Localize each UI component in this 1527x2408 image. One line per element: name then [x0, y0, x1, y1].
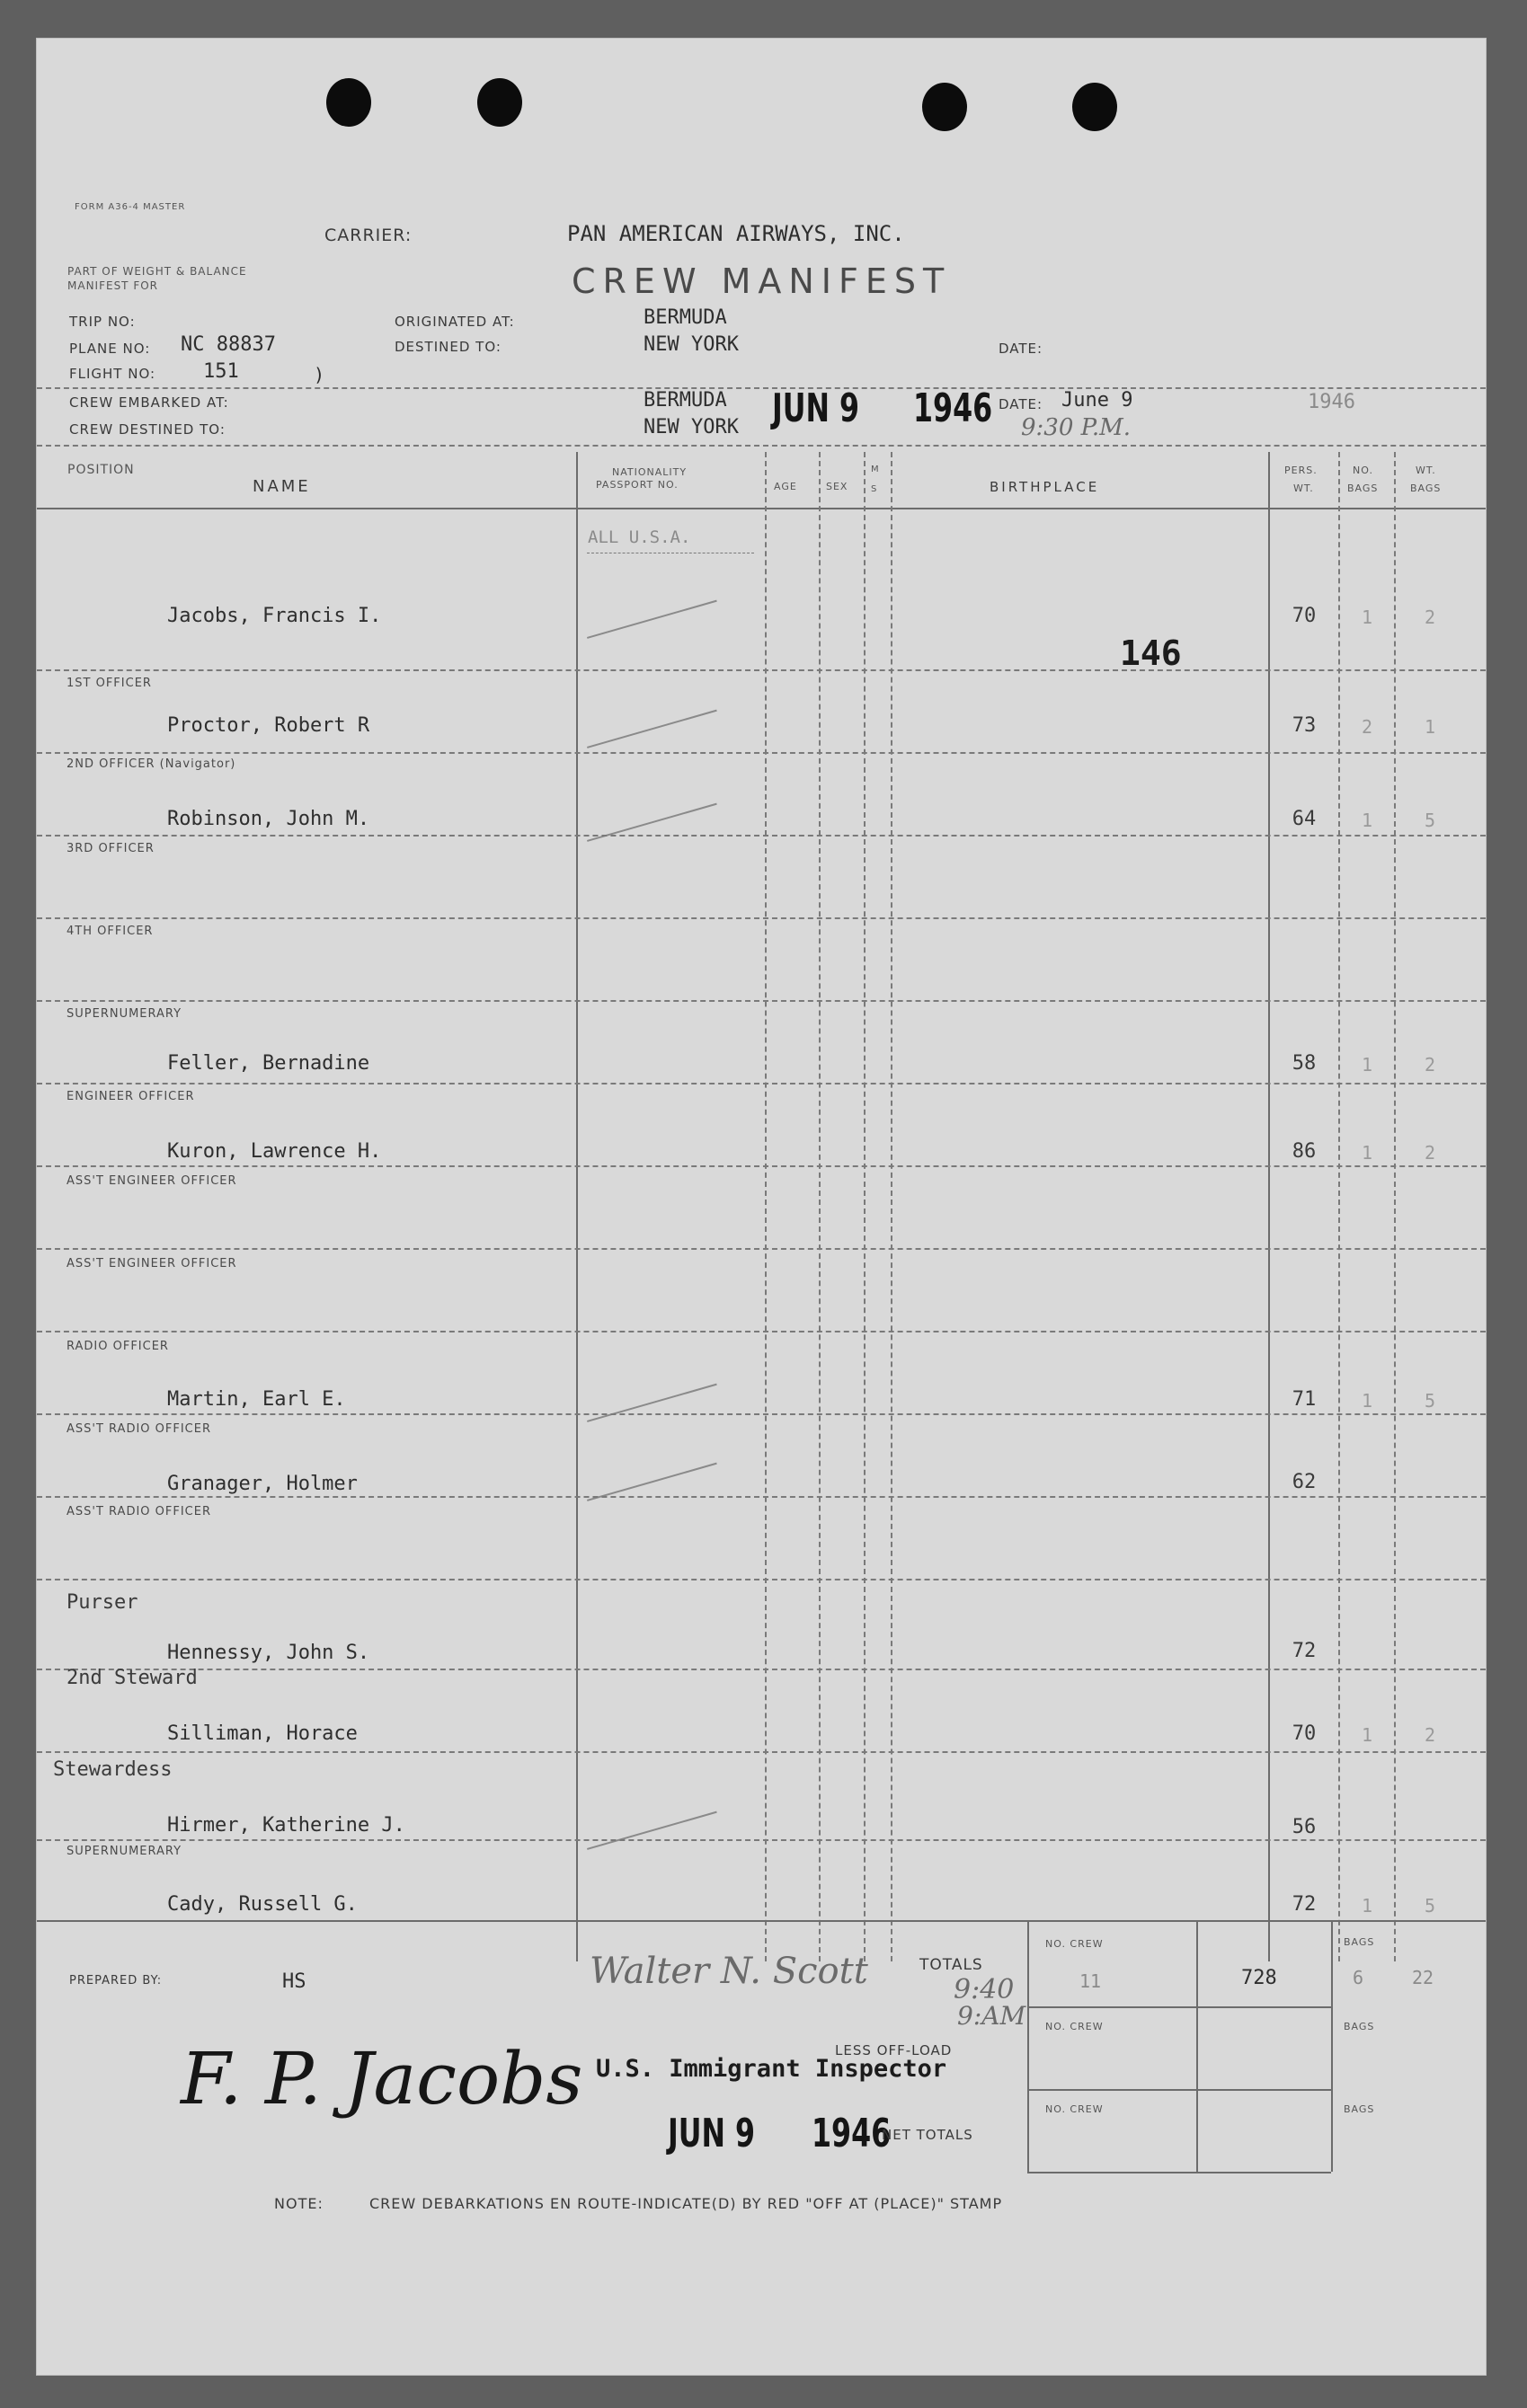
crew-bags: 1 [1361, 810, 1373, 831]
crew-weight: 72 [1292, 1893, 1317, 1916]
row-rule [37, 1496, 1486, 1498]
row-rule [37, 1248, 1486, 1250]
column-line [576, 452, 578, 1961]
crew-bag-weight: 1 [1424, 716, 1436, 738]
col-birthplace: BIRTHPLACE [990, 479, 1100, 495]
totals-box-line [1027, 1920, 1029, 2172]
crew-bags: 1 [1361, 1895, 1373, 1917]
originated-label: ORIGINATED AT: [395, 314, 515, 330]
crew-weight: 86 [1292, 1140, 1317, 1163]
column-line [891, 452, 892, 1961]
crew-bag-weight: 2 [1424, 1724, 1436, 1746]
rule [37, 387, 1486, 389]
row-position: Purser [67, 1591, 138, 1614]
manifest-sheet [36, 38, 1487, 2376]
date-stamp-year: 1946 [913, 385, 993, 431]
column-line [765, 452, 767, 1961]
col-wt-bags: BAGS [1410, 482, 1442, 494]
form-code: FORM A36-4 MASTER [75, 202, 186, 212]
row-rule [37, 1331, 1486, 1332]
col-ms: S [871, 484, 878, 494]
inspector-text: U.S. Immigrant Inspector [596, 2055, 947, 2083]
totals-box-line [1331, 1920, 1333, 2172]
crew-name: Silliman, Horace [167, 1722, 358, 1745]
col-nationality: NATIONALITY [612, 466, 688, 478]
row-position: ASS'T RADIO OFFICER [67, 1422, 211, 1436]
punch-hole [477, 78, 522, 127]
crew-bags: 1 [1361, 1390, 1373, 1412]
no-crew-value: 11 [1079, 1970, 1102, 1992]
crew-bag-weight: 5 [1424, 1895, 1436, 1917]
signature-jacobs: F. P. Jacobs [181, 2037, 583, 2120]
net-totals: NET TOTALS [882, 2127, 973, 2143]
check-mark [587, 710, 717, 748]
date2-year: 1946 [1308, 391, 1355, 413]
check-mark [587, 1384, 717, 1422]
crew-destined-value: NEW YORK [644, 416, 739, 438]
crew-name: Kuron, Lawrence H. [167, 1140, 382, 1163]
flight-bracket: ) [314, 364, 325, 385]
crew-weight: 56 [1292, 1816, 1317, 1838]
prepared-value: HS [282, 1970, 306, 1993]
crew-bag-weight: 5 [1424, 810, 1436, 831]
row-rule [37, 752, 1486, 754]
col-pers-wt: PERS. [1284, 465, 1318, 476]
totals-box-rule [1027, 2089, 1331, 2091]
note-text: CREW DEBARKATIONS EN ROUTE-INDICATE(D) BY RED "OFF AT (PLACE)" STAMP [369, 2195, 1003, 2212]
date2-value: June 9 [1061, 389, 1133, 412]
row-position: SUPERNUMERARY [67, 1845, 182, 1858]
totals-box-rule [1027, 2172, 1331, 2173]
no-crew-label: NO. CREW [1045, 2021, 1104, 2032]
crew-weight: 62 [1292, 1471, 1317, 1493]
crew-bag-weight: 2 [1424, 1142, 1436, 1164]
inspector-date-stamp-year: 1946 [812, 2111, 892, 2156]
flight-number-stamp: 146 [1120, 633, 1182, 673]
totals-box-rule [1027, 2006, 1331, 2008]
date-stamp: JUN 9 [772, 385, 860, 431]
departure-time: 9:30 P.M. [1021, 414, 1132, 441]
embarked-value: BERMUDA [644, 389, 727, 412]
carrier-label: CARRIER: [324, 226, 413, 245]
crew-name: Hennessy, John S. [167, 1642, 370, 1664]
destined-value: NEW YORK [644, 333, 739, 356]
column-line [819, 452, 821, 1961]
row-rule [37, 1669, 1486, 1670]
plane-value: NC 88837 [181, 333, 276, 356]
totals-box-line [1196, 1920, 1198, 2172]
punch-hole [326, 78, 371, 127]
date2-label: DATE: [999, 396, 1043, 412]
document-title: CREW MANIFEST [572, 261, 952, 301]
nationality-all: ALL U.S.A. [588, 527, 691, 547]
crew-weight: 64 [1292, 808, 1317, 830]
row-position: 1ST OFFICER [67, 677, 152, 690]
crew-weight: 73 [1292, 714, 1317, 737]
crew-name: Hirmer, Katherine J. [167, 1814, 405, 1837]
row-rule [37, 1751, 1486, 1753]
row-position: Stewardess [53, 1758, 173, 1781]
col-age: AGE [774, 481, 797, 492]
check-mark [587, 600, 717, 639]
col-sex: SEX [826, 481, 848, 492]
crew-bag-weight: 2 [1424, 606, 1436, 628]
crew-name: Martin, Earl E. [167, 1388, 346, 1411]
originated-value: BERMUDA [644, 306, 727, 329]
flight-value: 151 [203, 360, 239, 383]
row-rule [37, 669, 1486, 671]
bags-label: BAGS [1344, 2103, 1375, 2115]
row-position: ASS'T ENGINEER OFFICER [67, 1174, 237, 1188]
crew-weight: 70 [1292, 605, 1317, 627]
note-label: NOTE: [274, 2195, 324, 2212]
trip-label: TRIP NO: [69, 314, 136, 330]
row-position: RADIO OFFICER [67, 1340, 169, 1353]
col-name: NAME [253, 477, 311, 496]
row-rule [37, 835, 1486, 837]
rule [37, 445, 1486, 447]
crew-name: Granager, Holmer [167, 1473, 358, 1495]
crew-name: Proctor, Robert R [167, 714, 370, 737]
col-no-bags: BAGS [1347, 482, 1379, 494]
row-rule [37, 917, 1486, 919]
plane-label: PLANE NO: [69, 341, 151, 357]
punch-hole [1072, 83, 1117, 131]
hand-totals: 9:40 [954, 1974, 1015, 2005]
total-bag-wt: 22 [1412, 1967, 1434, 1988]
row-position: 2ND OFFICER (Navigator) [67, 757, 236, 771]
col-position: POSITION [67, 463, 135, 477]
row-position: ENGINEER OFFICER [67, 1090, 195, 1103]
row-rule [37, 1165, 1486, 1167]
row-position: ASS'T RADIO OFFICER [67, 1505, 211, 1518]
flight-label: FLIGHT NO: [69, 366, 156, 382]
total-bags: 6 [1353, 1967, 1364, 1988]
crew-bag-weight: 5 [1424, 1390, 1436, 1412]
manifest-for-label: MANIFEST FOR [67, 279, 159, 292]
total-weight: 728 [1241, 1967, 1277, 1989]
row-position: SUPERNUMERARY [67, 1007, 182, 1021]
col-no-bags: NO. [1353, 465, 1373, 476]
row-position: 4TH OFFICER [67, 925, 154, 938]
crew-weight: 58 [1292, 1052, 1317, 1075]
col-ms: M [871, 465, 880, 474]
carrier-value: PAN AMERICAN AIRWAYS, INC. [567, 221, 905, 246]
col-pers-wt: WT. [1293, 482, 1314, 494]
crew-name: Cady, Russell G. [167, 1893, 358, 1916]
row-position: 2nd Steward [67, 1667, 198, 1689]
part-of-label: PART OF WEIGHT & BALANCE [67, 265, 247, 278]
prepared-label: PREPARED BY: [69, 1974, 163, 1987]
no-crew-label: NO. CREW [1045, 2103, 1104, 2115]
crew-name: Robinson, John M. [167, 808, 370, 830]
hand-totals-2: 9:AM [957, 2001, 1026, 2031]
row-rule [37, 1839, 1486, 1841]
crew-name: Feller, Bernadine [167, 1052, 370, 1075]
crew-bags: 1 [1361, 606, 1373, 628]
column-line [1394, 452, 1396, 1961]
col-passport: PASSPORT NO. [596, 479, 679, 491]
col-wt-bags: WT. [1416, 465, 1436, 476]
column-line [1338, 452, 1340, 1961]
check-mark [587, 1811, 717, 1850]
column-line [1268, 452, 1270, 1961]
row-rule [37, 1083, 1486, 1084]
punch-hole [922, 83, 967, 131]
row-rule [37, 1000, 1486, 1002]
crew-bag-weight: 2 [1424, 1054, 1436, 1076]
no-crew-label: NO. CREW [1045, 1938, 1104, 1950]
totals-label: TOTALS [919, 1956, 983, 1974]
bags-label: BAGS [1344, 1936, 1375, 1948]
crew-bags: 2 [1361, 716, 1373, 738]
less-offload: LESS OFF-LOAD [835, 2042, 953, 2058]
row-rule [37, 1579, 1486, 1580]
destined-label: DESTINED TO: [395, 339, 502, 355]
table-bottom-rule [37, 1920, 1486, 1922]
crew-bags: 1 [1361, 1054, 1373, 1076]
crew-weight: 71 [1292, 1388, 1317, 1411]
row-rule [37, 1413, 1486, 1415]
embarked-label: CREW EMBARKED AT: [69, 394, 229, 411]
crew-weight: 70 [1292, 1722, 1317, 1745]
bags-label: BAGS [1344, 2021, 1375, 2032]
crew-bags: 1 [1361, 1142, 1373, 1164]
crew-weight: 72 [1292, 1640, 1317, 1662]
crew-bags: 1 [1361, 1724, 1373, 1746]
inspector-date-stamp: JUN 9 [668, 2111, 756, 2156]
date-label: DATE: [999, 341, 1043, 357]
column-line [864, 452, 866, 1961]
row-position: ASS'T ENGINEER OFFICER [67, 1257, 237, 1270]
crew-name: Jacobs, Francis I. [167, 605, 382, 627]
signature-scott: Walter N. Scott [590, 1951, 868, 1992]
crew-destined-label: CREW DESTINED TO: [69, 421, 226, 438]
row-position: 3RD OFFICER [67, 842, 155, 855]
